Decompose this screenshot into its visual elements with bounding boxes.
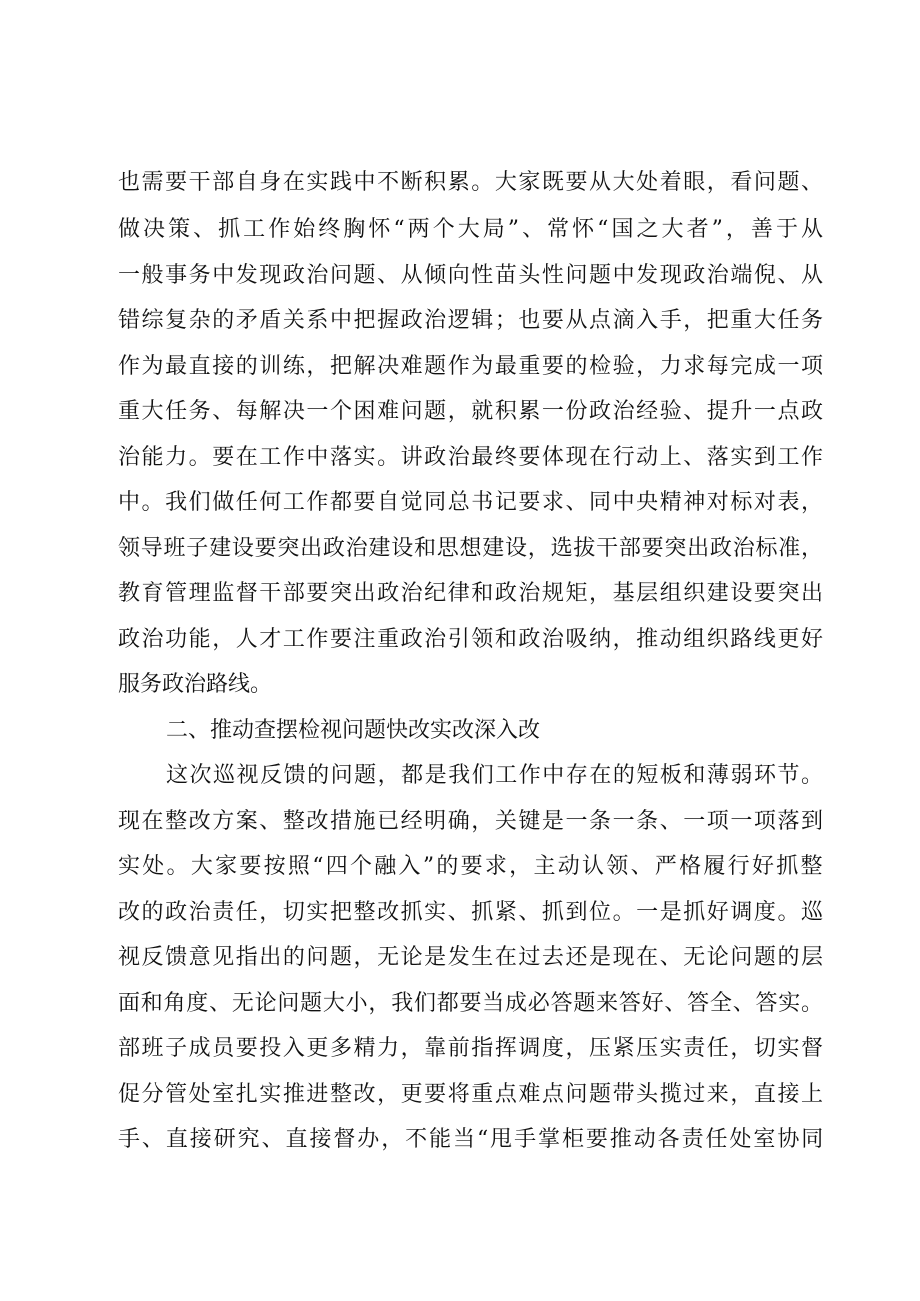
paragraph-1-line: 领导班子建设要突出政治建设和思想建设，选拔干部要突出政治标准， xyxy=(118,536,824,561)
paragraph-1-line: 政治功能，人才工作要注重政治引领和政治吸纳，推动组织路线更好 xyxy=(118,627,825,652)
paragraph-2-line: 手、直接研究、直接督办，不能当“甩手掌柜要推动各责任处室协同 xyxy=(118,1127,826,1152)
section-heading: 二、推动查摆检视问题快改实改深入改 xyxy=(166,718,541,743)
paragraph-1-line: 教育管理监督干部要突出政治纪律和政治规矩，基层组织建设要突出 xyxy=(118,581,825,606)
paragraph-1-line: 也需要干部自身在实践中不断积累。大家既要从大处着眼，看问题、 xyxy=(118,170,825,195)
paragraph-1-line: 治能力。要在工作中落实。讲政治最终要体现在行动上、落实到工作 xyxy=(118,445,825,470)
paragraph-1-line: 一般事务中发现政治问题、从倾向性苗头性问题中发现政治端倪、从 xyxy=(118,263,825,288)
paragraph-2-line: 实处。大家要按照“四个融入”的要求，主动认领、严格履行好抓整 xyxy=(118,854,825,879)
paragraph-1-line: 服务政治路线。 xyxy=(118,672,273,697)
paragraph-1-line: 作为最直接的训练，把解决难题作为最重要的检验，力求每完成一项 xyxy=(118,354,825,379)
paragraph-2-line: 部班子成员要投入更多精力，靠前指挥调度，压紧压实责任，切实督 xyxy=(118,1036,825,1061)
paragraph-1-line: 做决策、抓工作始终胸怀“两个大局”、常怀“国之大者”，善于从 xyxy=(118,217,827,242)
paragraph-2-line: 促分管处室扎实推进整改，更要将重点难点问题带头揽过来，直接上 xyxy=(118,1082,825,1107)
paragraph-2-line: 现在整改方案、整改措施已经明确，关键是一条一条、一项一项落到 xyxy=(118,809,825,834)
paragraph-1-line: 错综复杂的矛盾关系中把握政治逻辑；也要从点滴入手，把重大任务 xyxy=(118,308,825,333)
paragraph-1-line: 中。我们做任何工作都要自觉同总书记要求、同中央精神对标对表， xyxy=(118,490,825,515)
paragraph-2-line: 改的政治责任，切实把整改抓实、抓紧、抓到位。一是抓好调度。巡 xyxy=(118,900,825,925)
paragraph-2-line: 面和角度、无论问题大小，我们都要当成必答题来答好、答全、答实。 xyxy=(118,991,824,1016)
paragraph-2-line: 这次巡视反馈的问题，都是我们工作中存在的短板和薄弱环节。 xyxy=(166,763,825,788)
paragraph-2-line: 视反馈意见指出的问题，无论是发生在过去还是现在、无论问题的层 xyxy=(118,945,825,970)
paragraph-1-line: 重大任务、每解决一个困难问题，就积累一份政治经验、提升一点政 xyxy=(118,399,825,424)
